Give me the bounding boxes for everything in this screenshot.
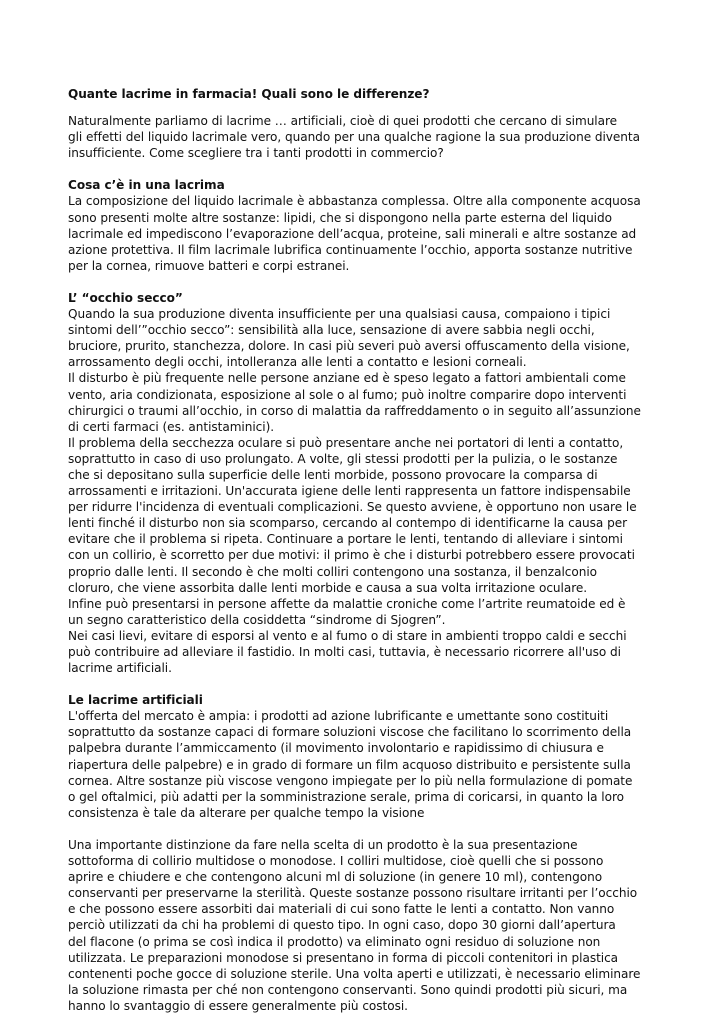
paragraph-gap — [68, 821, 658, 837]
text-line: vento, aria condizionata, esposizione al sole o al fumo; può inoltre comparire dopo interventi — [68, 387, 627, 402]
text-line: aprire e chiudere e che contengono alcuni ml di soluzione (in genere 10 ml), contengono — [68, 870, 603, 885]
section-composition — [68, 177, 658, 274]
text-line: un segno caratteristico della cosiddetta “sindrome di Sjogren”. — [68, 612, 446, 627]
text-line: per ridurre l'incidenza di eventuali complicazioni. Se questo avviene, è opportuno non usare le — [68, 500, 637, 515]
text-line: o gel oftalmici, più adatti per la somministrazione serale, prima di coricarsi, in quanto la loro — [68, 789, 624, 804]
text-line: evitare che il problema si ripeta. Continuare a portare le lenti, tentando di alleviare i sintomi — [68, 532, 623, 547]
text-line: Infine può presentarsi in persone affette da malattie croniche come l’artrite reumatoide ed è — [68, 596, 626, 611]
text-line: palpebra durante l’ammiccamento (il movimento involontario e rapidissimo di chiusura e — [68, 741, 604, 756]
paragraph-gap — [68, 274, 658, 290]
text-line: proprio dalle lenti. Il secondo è che molti colliri contengono una sostanza, il benzalconio — [68, 564, 597, 579]
text-line: per la cornea, rimuove batteri e corpi estranei. — [68, 258, 350, 273]
section-heading: Cosa c’è in una lacrima — [68, 178, 225, 193]
text-line: L'offerta del mercato è ampia: i prodotti ad azione lubrificante e umettante sono costituiti — [68, 709, 609, 724]
text-line: perciò utilizzati da chi ha problemi di questo tipo. In ogni caso, dopo 30 giorni dall’apertura — [68, 918, 616, 933]
text-line: la soluzione rimasta per ché non contengono conservanti. Sono quindi prodotti più sicuri, ma — [68, 982, 628, 997]
text-line: conservanti per preservarne la sterilità. Queste sostanze possono risultare irritanti per l’occhio — [68, 886, 638, 901]
document-page — [68, 86, 658, 1014]
text-line: e che possono essere assorbiti dai materiali di cui sono fatte le lenti a contatto. Non vanno — [68, 902, 615, 917]
text-line: Il disturbo è più frequente nelle persone anziane ed è speso legato a fattori ambientali come — [68, 371, 626, 386]
section-heading: L’ “occhio secco” — [68, 290, 183, 305]
text-line: sintomi dell’”occhio secco”: sensibilità alla luce, sensazione di avere sabbia negli occhi, — [68, 323, 595, 338]
text-line: chirurgici o traumi all’occhio, in corso di malattia da raffreddamento o in seguito all’assunzione — [68, 403, 641, 418]
text-line: lacrime artificiali. — [68, 661, 172, 676]
text-line: La composizione del liquido lacrimale è abbastanza complessa. Oltre alla componente acquosa — [68, 194, 641, 209]
text-line: soprattutto da sostanze capaci di formare soluzioni viscose che facilitano lo scorrimento della — [68, 725, 632, 740]
text-line: gli effetti del liquido lacrimale vero, quando per una qualche ragione la sua produzione diventa — [68, 130, 640, 145]
section-heading: Le lacrime artificiali — [68, 693, 203, 708]
paragraph-gap — [68, 676, 658, 692]
text-line: lenti finché il disturbo non sia scomparso, cercando al contempo di identificarne la causa per — [68, 516, 628, 531]
text-line: con un collirio, è scorretto per due motivi: il primo è che i disturbi potrebbero essere provocati — [68, 548, 635, 563]
text-line: soprattutto in caso di uso prolungato. A volte, gli stessi prodotti per la pulizia, o le sostanze — [68, 451, 618, 466]
document-title: Quante lacrime in farmacia! Quali sono le differenze? — [68, 87, 430, 101]
text-line: contenenti poche gocce di soluzione sterile. Una volta aperti e utilizzati, è necessario eliminare — [68, 966, 641, 981]
text-line: riapertura delle palpebre) e in grado di formare un film acquoso distribuito e persistente sulla — [68, 757, 631, 772]
text-line: cornea. Altre sostanze più viscose vengono impiegate per lo più nella formulazione di pomate — [68, 773, 633, 788]
text-line: che si depositano sulla superficie delle lenti morbide, possono provocare la comparsa di — [68, 467, 598, 482]
section-dry-eye — [68, 290, 658, 676]
text-line: hanno lo svantaggio di essere generalmente più costosi. — [68, 998, 408, 1013]
text-line: del flacone (o prima se così indica il prodotto) va eliminato ogni residuo di soluzione non — [68, 934, 601, 949]
text-line: sono presenti molte altre sostanze: lipidi, che si dispongono nella parte esterna del liquido — [68, 210, 612, 225]
text-line: insufficiente. Come scegliere tra i tanti prodotti in commercio? — [68, 146, 444, 161]
text-line: Naturalmente parliamo di lacrime … artificiali, cioè di quei prodotti che cercano di simulare — [68, 114, 618, 129]
text-line: di certi farmaci (es. antistaminici). — [68, 419, 275, 434]
text-line: arrossamento degli occhi, intolleranza alle lenti a contatto e lesioni corneali. — [68, 355, 527, 370]
paragraph-gap — [68, 161, 658, 177]
text-line: sottoforma di collirio multidose o monodose. I colliri multidose, cioè quelli che si possono — [68, 854, 604, 869]
text-line: Nei casi lievi, evitare di esporsi al vento e al fumo o di stare in ambienti troppo caldi e secchi — [68, 628, 627, 643]
text-line: Quando la sua produzione diventa insufficiente per una qualsiasi causa, compaiono i tipici — [68, 307, 611, 322]
text-line: lacrimale ed impediscono l’evaporazione dell’acqua, proteine, sali minerali e altre sostanze ad — [68, 226, 637, 241]
section-artificial-tears — [68, 692, 658, 821]
text-line: azione protettiva. Il film lacrimale lubrifica continuamente l’occhio, apporta sostanze nutritive — [68, 242, 633, 257]
text-line: Una importante distinzione da fare nella scelta di un prodotto è la sua presentazione — [68, 837, 578, 852]
text-line: utilizzata. Le preparazioni monodose si presentano in forma di piccoli contenitori in plastica — [68, 950, 619, 965]
text-line: arrossamenti e irritazioni. Un'accurata igiene delle lenti rappresenta un fattore indispensabile — [68, 484, 631, 499]
intro-paragraph — [68, 113, 658, 161]
text-line: cloruro, che viene assorbita dalle lenti morbide e causa a sua volta irritazione oculare. — [68, 580, 588, 595]
text-line: Il problema della secchezza oculare si può presentare anche nei portatori di lenti a contatto, — [68, 435, 624, 450]
text-line: consistenza è tale da alterare per qualche tempo la visione — [68, 805, 425, 820]
text-line: bruciore, prurito, stanchezza, dolore. In casi più severi può aversi offuscamento della visione, — [68, 339, 630, 354]
closing-paragraph — [68, 837, 658, 1014]
text-line: può contribuire ad alleviare il fastidio. In molti casi, tuttavia, è necessario ricorrere all'uso di — [68, 645, 621, 659]
